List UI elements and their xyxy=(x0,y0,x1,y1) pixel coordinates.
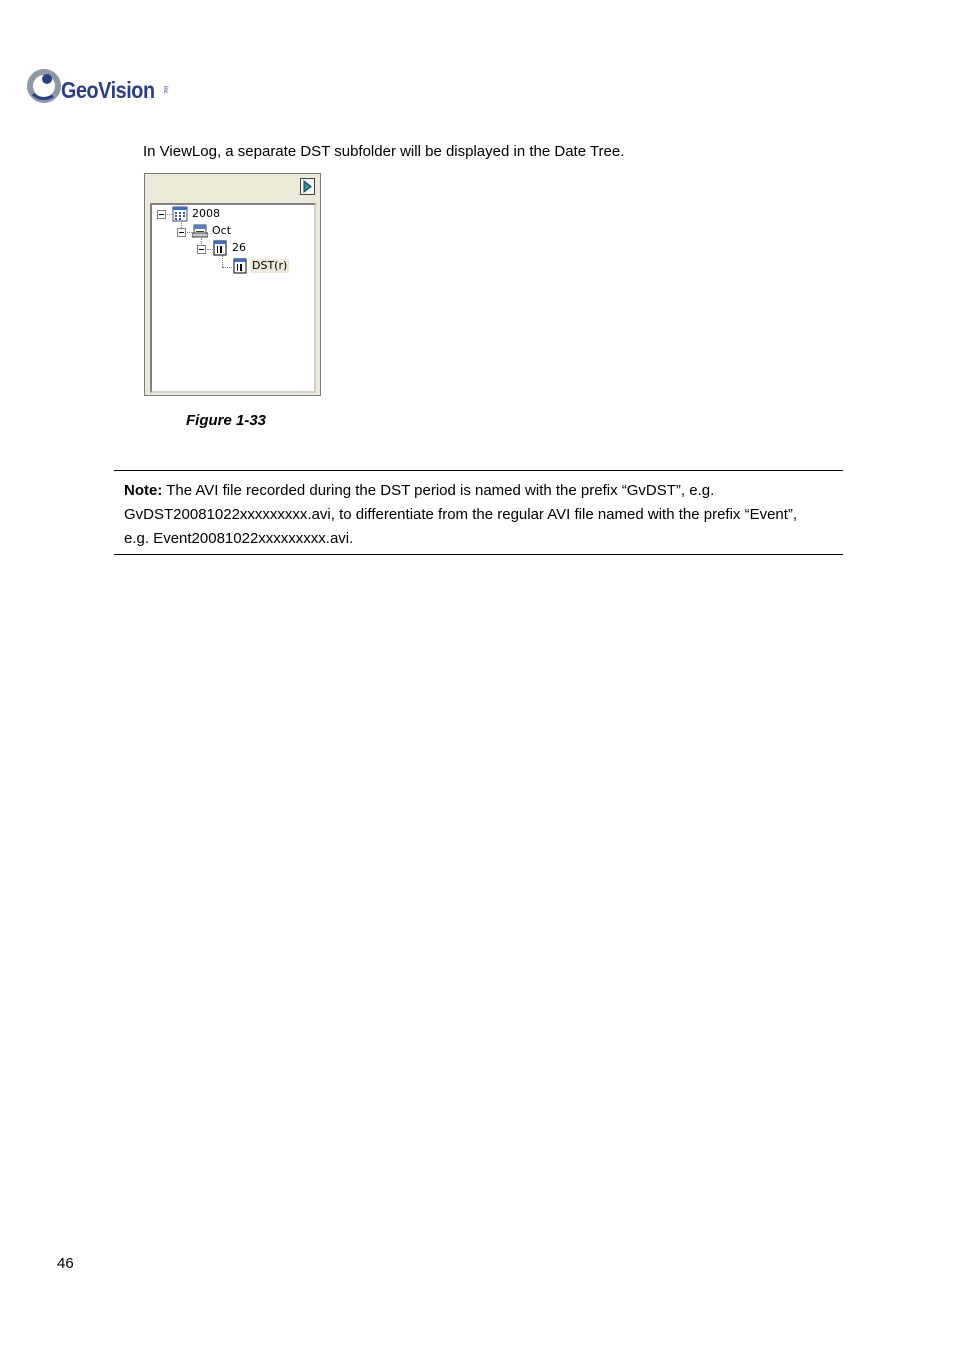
tree-forward-button[interactable] xyxy=(300,178,315,195)
note-box xyxy=(114,470,843,555)
collapse-toggle[interactable] xyxy=(157,210,166,219)
collapse-toggle[interactable] xyxy=(197,245,206,254)
date-tree xyxy=(150,203,316,393)
collapse-toggle[interactable] xyxy=(177,228,186,237)
note-body: The AVI file recorded during the DST period is named with the prefix “GvDST”, e.g. GvDST20081022xxxxxxxxx.avi, to differentiate from the regular AVI file named with the prefix “Event”, e.g. Event20081022xxxxxxxxx.avi. xyxy=(124,482,798,547)
tree-node-label: Oct xyxy=(212,224,232,237)
geovision-logo xyxy=(27,68,177,108)
tree-node-label: 26 xyxy=(232,241,246,254)
page-number: 46 xyxy=(57,1255,74,1272)
brand-mark: inc xyxy=(162,86,168,94)
arrow-right-icon xyxy=(302,180,313,193)
date-tree-window xyxy=(144,173,321,396)
tree-connector xyxy=(222,267,232,268)
note-paragraph xyxy=(124,479,824,551)
note-label: Note: xyxy=(124,482,163,499)
day-calendar-icon xyxy=(212,240,228,256)
tree-node-label: 2008 xyxy=(192,207,220,220)
tree-node-label: DST(r) xyxy=(252,259,288,272)
tree-connector xyxy=(222,255,223,267)
logo-swoosh-icon xyxy=(27,68,63,104)
year-calendar-icon xyxy=(172,206,188,222)
intro-paragraph: In ViewLog, a separate DST subfolder will be displayed in the Date Tree. xyxy=(143,143,625,160)
figure-caption: Figure 1-33 xyxy=(186,412,267,429)
month-calendar-icon xyxy=(192,223,208,239)
brand-name: GeoVision xyxy=(61,77,155,103)
day-calendar-icon xyxy=(232,258,248,274)
